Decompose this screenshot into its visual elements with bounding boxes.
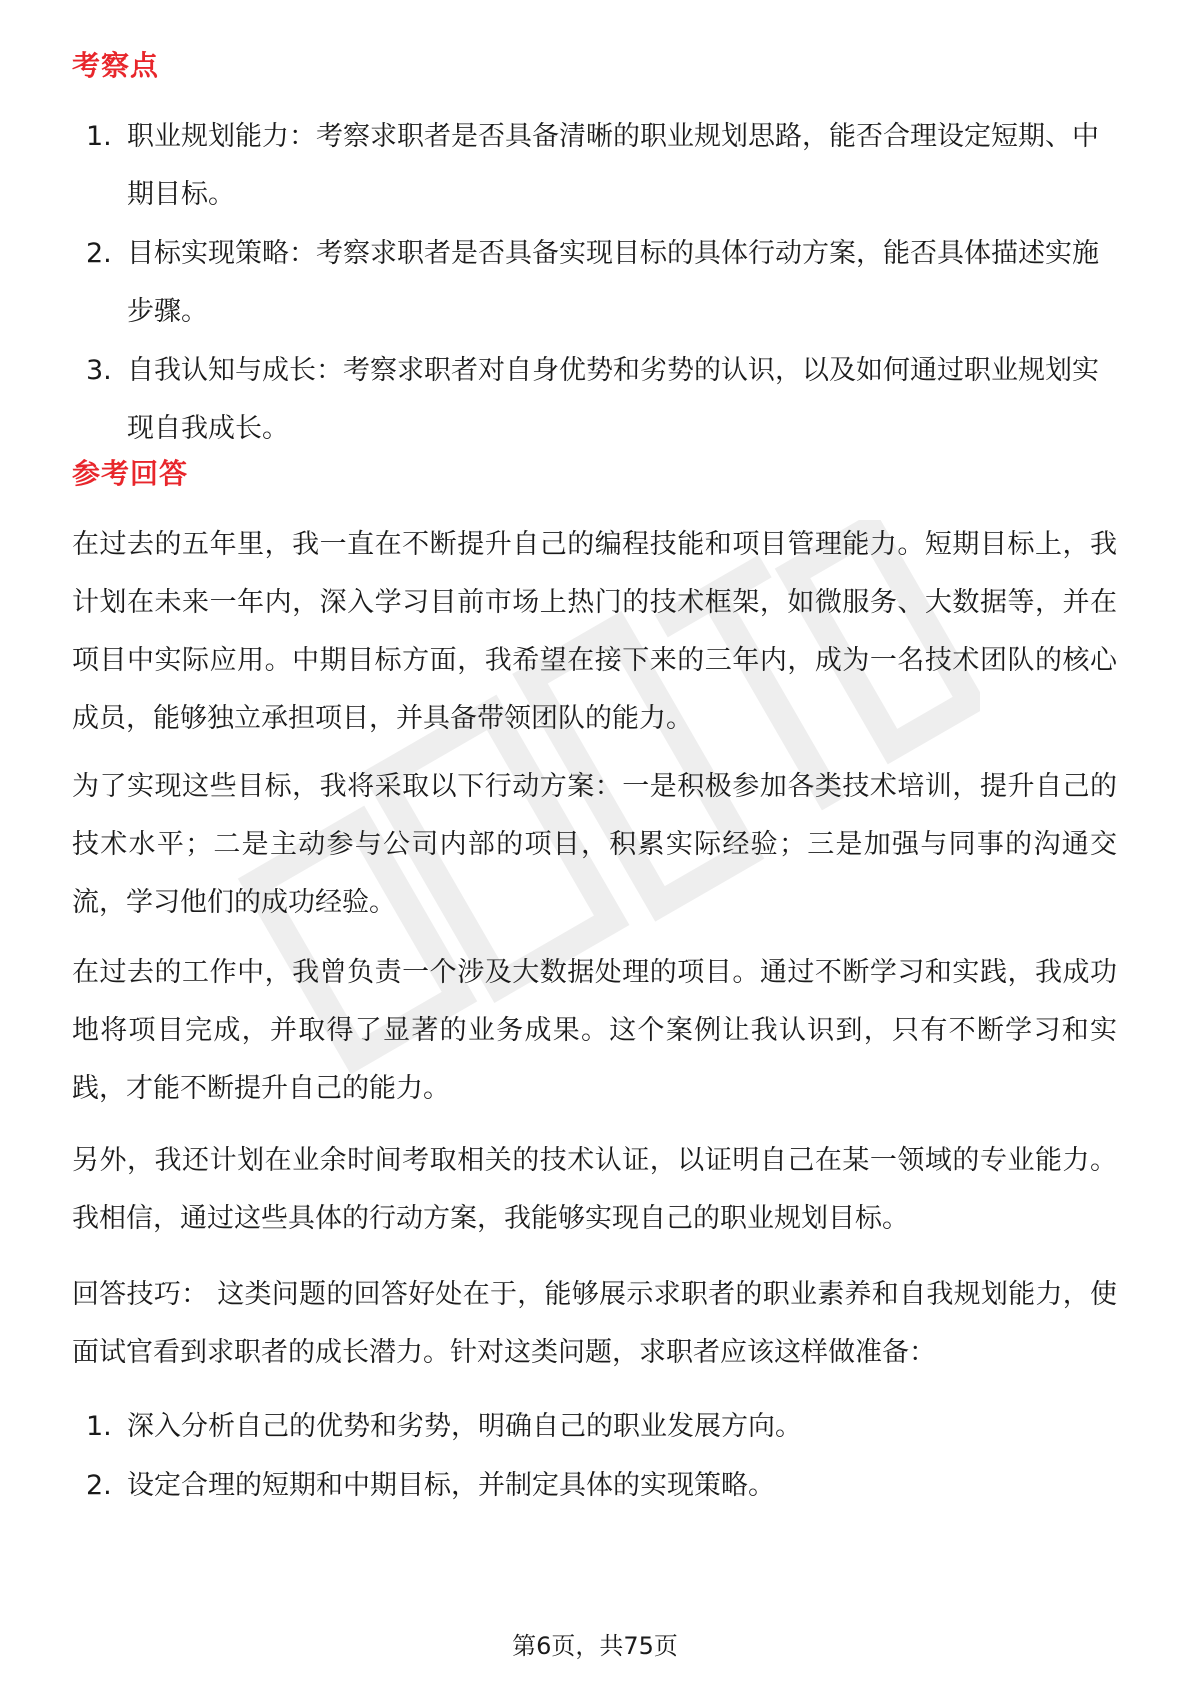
answer-paragraph-4: 另外，我还计划在业余时间考取相关的技术认证，以证明自己在某一领域的专业能力。我相信，通过这些具体的行动方案，我能够实现自己的职业规划目标。 bbox=[72, 1145, 1117, 1234]
page-number: 第6页，共75页 bbox=[512, 1632, 678, 1660]
answer-tips-list bbox=[72, 1398, 1112, 1516]
list-number: 3. bbox=[86, 355, 112, 386]
list-item bbox=[72, 1457, 1112, 1515]
list-item-text: 职业规划能力：考察求职者是否具备清晰的职业规划思路，能否合理设定短期、中期目标。 bbox=[127, 121, 1099, 210]
list-item-text: 目标实现策略：考察求职者是否具备实现目标的具体行动方案，能否具体描述实施步骤。 bbox=[127, 238, 1099, 327]
reference-answer-heading: 参考回答 bbox=[72, 457, 189, 490]
list-number: 1. bbox=[86, 1411, 112, 1442]
answer-paragraph-1: 在过去的五年里，我一直在不断提升自己的编程技能和项目管理能力。短期目标上，我计划在未来一年内，深入学习目前市场上热门的技术框架，如微服务、大数据等，并在项目中实际应用。中期目标方面，我希望在接下来的三年内，成为一名技术团队的核心成员，能够独立承担项目，并具备带领团队的能力。 bbox=[72, 529, 1117, 734]
list-item bbox=[72, 342, 1112, 458]
answer-paragraph-3: 在过去的工作中，我曾负责一个涉及大数据处理的项目。通过不断学习和实践，我成功地将项目完成，并取得了显著的业务成果。这个案例让我认识到，只有不断学习和实践，才能不断提升自己的能力。 bbox=[72, 957, 1117, 1104]
list-number: 2. bbox=[86, 238, 112, 269]
answer-paragraph-2: 为了实现这些目标，我将采取以下行动方案：一是积极参加各类技术培训，提升自己的技术水平；二是主动参与公司内部的项目，积累实际经验；三是加强与同事的沟通交流，学习他们的成功经验。 bbox=[72, 771, 1117, 918]
exam-points-heading: 考察点 bbox=[72, 49, 160, 82]
answer-tips-paragraph: 回答技巧： 这类问题的回答好处在于，能够展示求职者的职业素养和自我规划能力，使面试官看到求职者的成长潜力。针对这类问题，求职者应该这样做准备： bbox=[72, 1279, 1117, 1368]
list-item bbox=[72, 225, 1112, 341]
exam-points-list bbox=[72, 108, 1112, 459]
list-number: 1. bbox=[86, 121, 112, 152]
list-item bbox=[72, 108, 1112, 224]
list-number: 2. bbox=[86, 1470, 112, 1501]
list-item bbox=[72, 1398, 1112, 1456]
list-item-text: 深入分析自己的优势和劣势，明确自己的职业发展方向。 bbox=[127, 1411, 802, 1442]
list-item-text: 设定合理的短期和中期目标，并制定具体的实现策略。 bbox=[127, 1470, 775, 1501]
list-item-text: 自我认知与成长：考察求职者对自身优势和劣势的认识，以及如何通过职业规划实现自我成长。 bbox=[127, 355, 1099, 444]
